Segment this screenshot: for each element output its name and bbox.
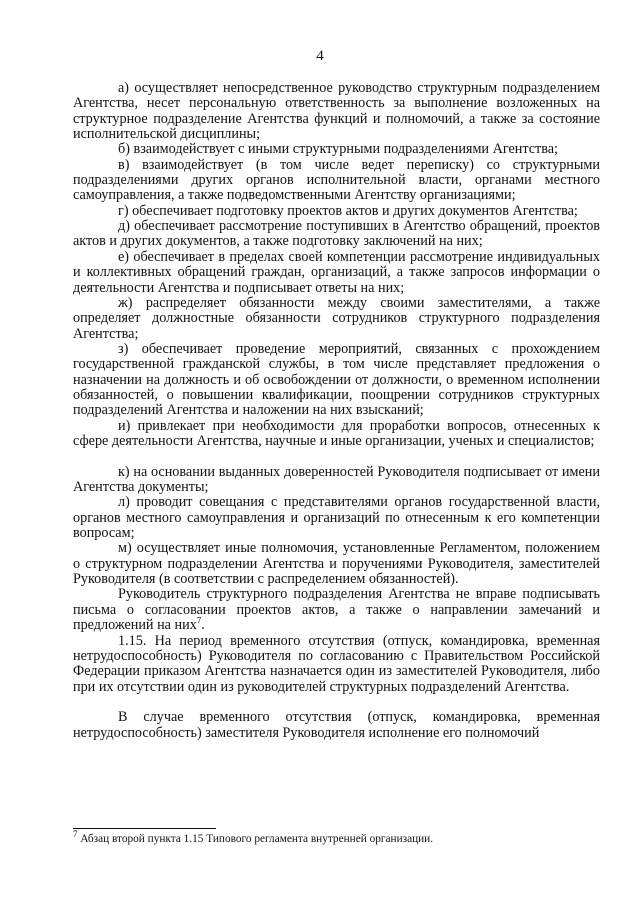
paragraph-e: е) обеспечивает в пределах своей компетенции рассмотрение индивидуальных и коллективных обращений граждан, организаций, а также запросов информации о деятельности Агентства и подписывает ответы на них; — [73, 248, 600, 296]
paragraph-b: б) взаимодействует с иными структурными подразделениями Агентства; — [118, 141, 558, 158]
signing-rule-text: Руководитель структурного подразделения Агентства не вправе подписывать письма о согласовании проектов актов, а также о направлении замечаний и предложений на них — [73, 586, 600, 634]
page-number: 4 — [316, 48, 324, 64]
footnote-text: Абзац второй пункта 1.15 Типового регламента внутренней организации. — [80, 833, 434, 845]
document-body — [73, 81, 600, 741]
paragraph-k: к) на основании выданных доверенностей Руководителя подписывает от имени Агентства документы; — [73, 463, 600, 496]
paragraph-a: а) осуществляет непосредственное руководство структурным подразделением Агентства, несет персональную ответственность за выполнение возложенных на структурное подразделение Агентства функций и полномочий, а также за состояние исполнительской дисциплины; — [73, 80, 600, 143]
footnote-mark: 7 — [73, 829, 78, 840]
paragraph-zh: ж) распределяет обязанности между своими заместителями, а также определяет должностные обязанности сотрудников структурного подразделения Агентства; — [73, 294, 600, 342]
sentence-end: . — [201, 617, 205, 634]
paragraph-d: д) обеспечивает рассмотрение поступивших в Агентство обращений, проектов актов и других документов, а также подготовку заключений на них; — [73, 218, 600, 250]
paragraph-m: м) осуществляет иные полномочия, установленные Регламентом, положением о структурном подразделении Агентства и поручениями Руководителя, заместителей Руководителя (в соответствии с распределением обязанностей). — [73, 540, 600, 588]
paragraph-g: г) обеспечивает подготовку проектов актов и других документов Агентства; — [118, 202, 578, 219]
paragraph-l: л) проводит совещания с представителями органов государственной власти, органов местного самоуправления и организаций по отнесенным к его компетенции вопросам; — [73, 494, 600, 542]
paragraph-deputy-absence: В случае временного отсутствия (отпуск, командировка, временная нетрудоспособность) заместителя Руководителя исполнение его полномочий — [73, 709, 600, 741]
paragraph-v: в) взаимодействует (в том числе ведет переписку) со структурными подразделениями других органов исполнительной власти, органами местного самоуправления, а также подведомственными Агентству организациями; — [73, 156, 600, 204]
paragraph-1-15: 1.15. На период временного отсутствия (отпуск, командировка, временная нетрудоспособность) Руководителя по согласованию с Правительством Российской Федерации приказом Агентства назначается один из заместителей Руководителя, либо при их отсутствии один из руководителей структурных подразделений Агентства. — [73, 632, 600, 695]
footnote-ref-7[interactable]: 7 — [196, 615, 202, 626]
footnote — [73, 829, 600, 846]
footnote-separator — [73, 828, 216, 829]
paragraph-i: и) привлекает при необходимости для проработки вопросов, отнесенных к сфере деятельности Агентства, научные и иные организации, ученых и специалистов; — [73, 417, 600, 449]
paragraph-signing-rule — [73, 587, 600, 633]
paragraph-z: з) обеспечивает проведение мероприятий, связанных с прохождением государственной гражданской службы, в том числе представляет предложения о назначении на должность и об освобождении от должности, о временном исполнении обязанностей, о повышении квалификации, поощрении сотрудников структурных подразделений Агентства и наложении на них взысканий; — [73, 340, 600, 419]
